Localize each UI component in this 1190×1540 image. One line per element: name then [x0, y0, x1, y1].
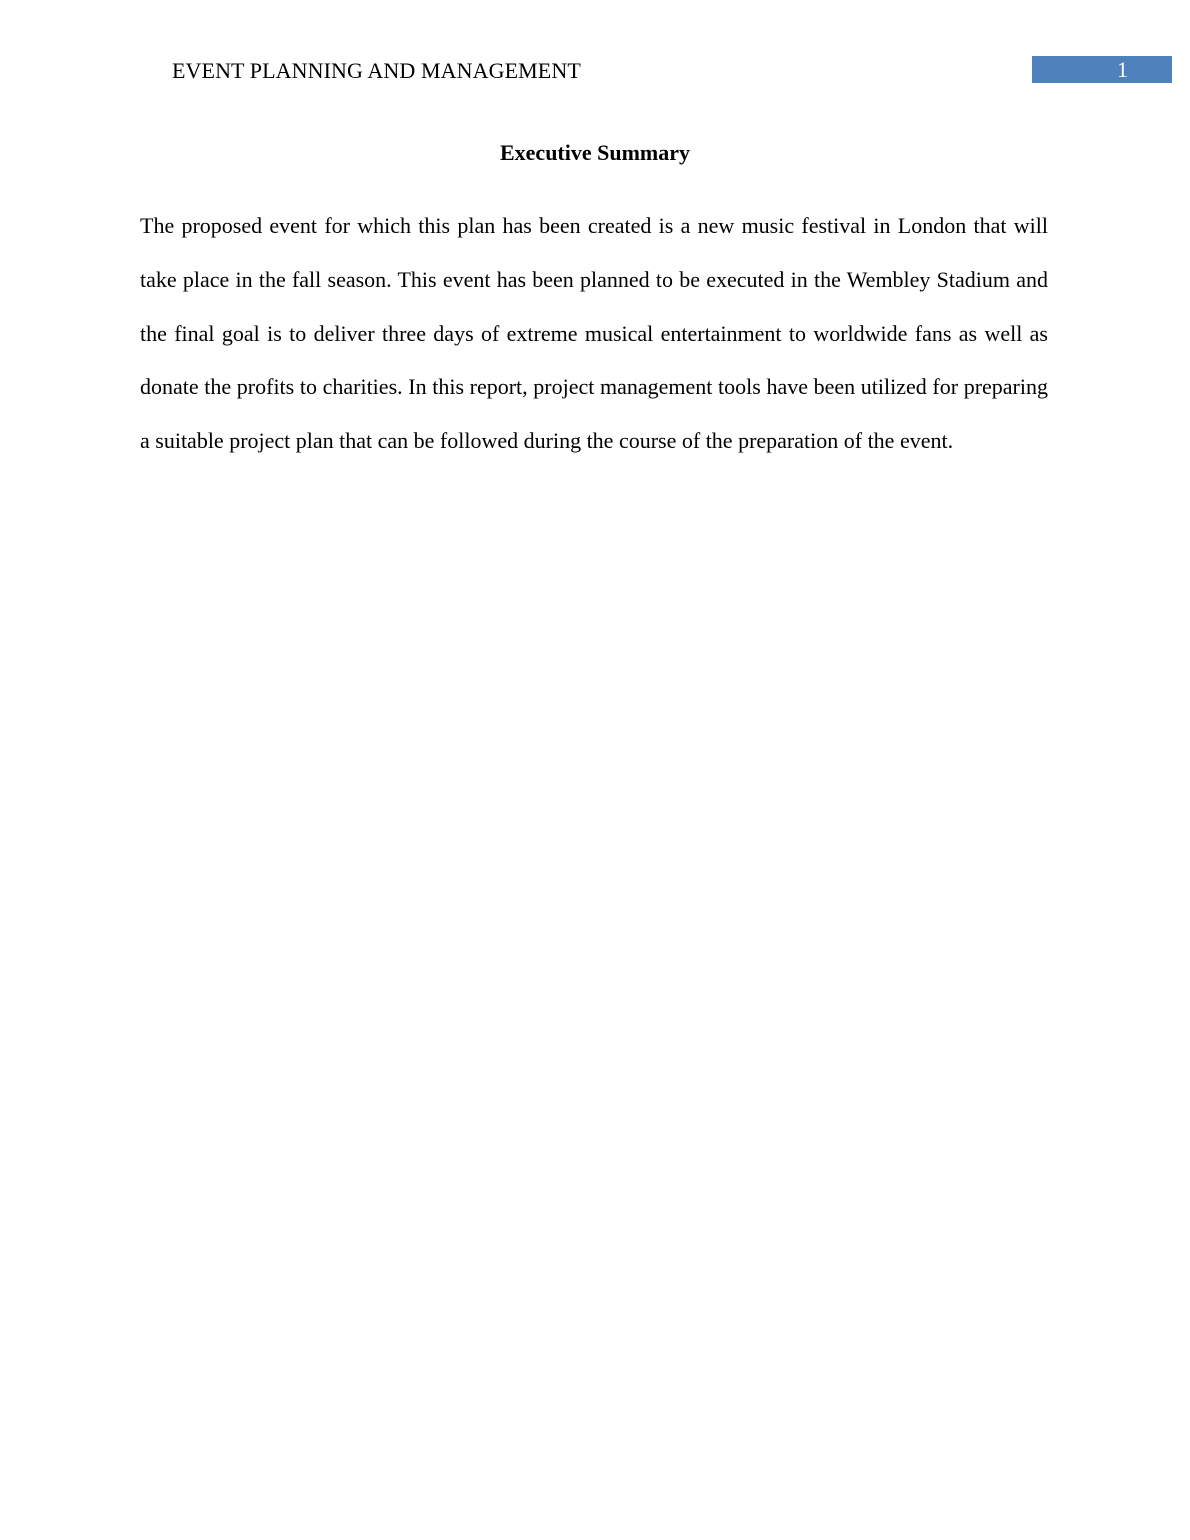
page-number-box — [1032, 56, 1172, 83]
running-head: EVENT PLANNING AND MANAGEMENT — [172, 58, 581, 83]
page-number: 1 — [1117, 57, 1128, 82]
section-title: Executive Summary — [499, 140, 691, 165]
body-paragraph: The proposed event for which this plan has been created is a new music festival in London that will take place in the fall season. This event has been planned to be executed in the Wembley Stadium and the final goal is to deliver three days of extreme musical entertainment to worldwide fans as well as donate the profits to charities. In this report, project management tools have been utilized for preparing a suitable project plan that can be followed during the course of the preparation of the event. — [140, 213, 1048, 454]
